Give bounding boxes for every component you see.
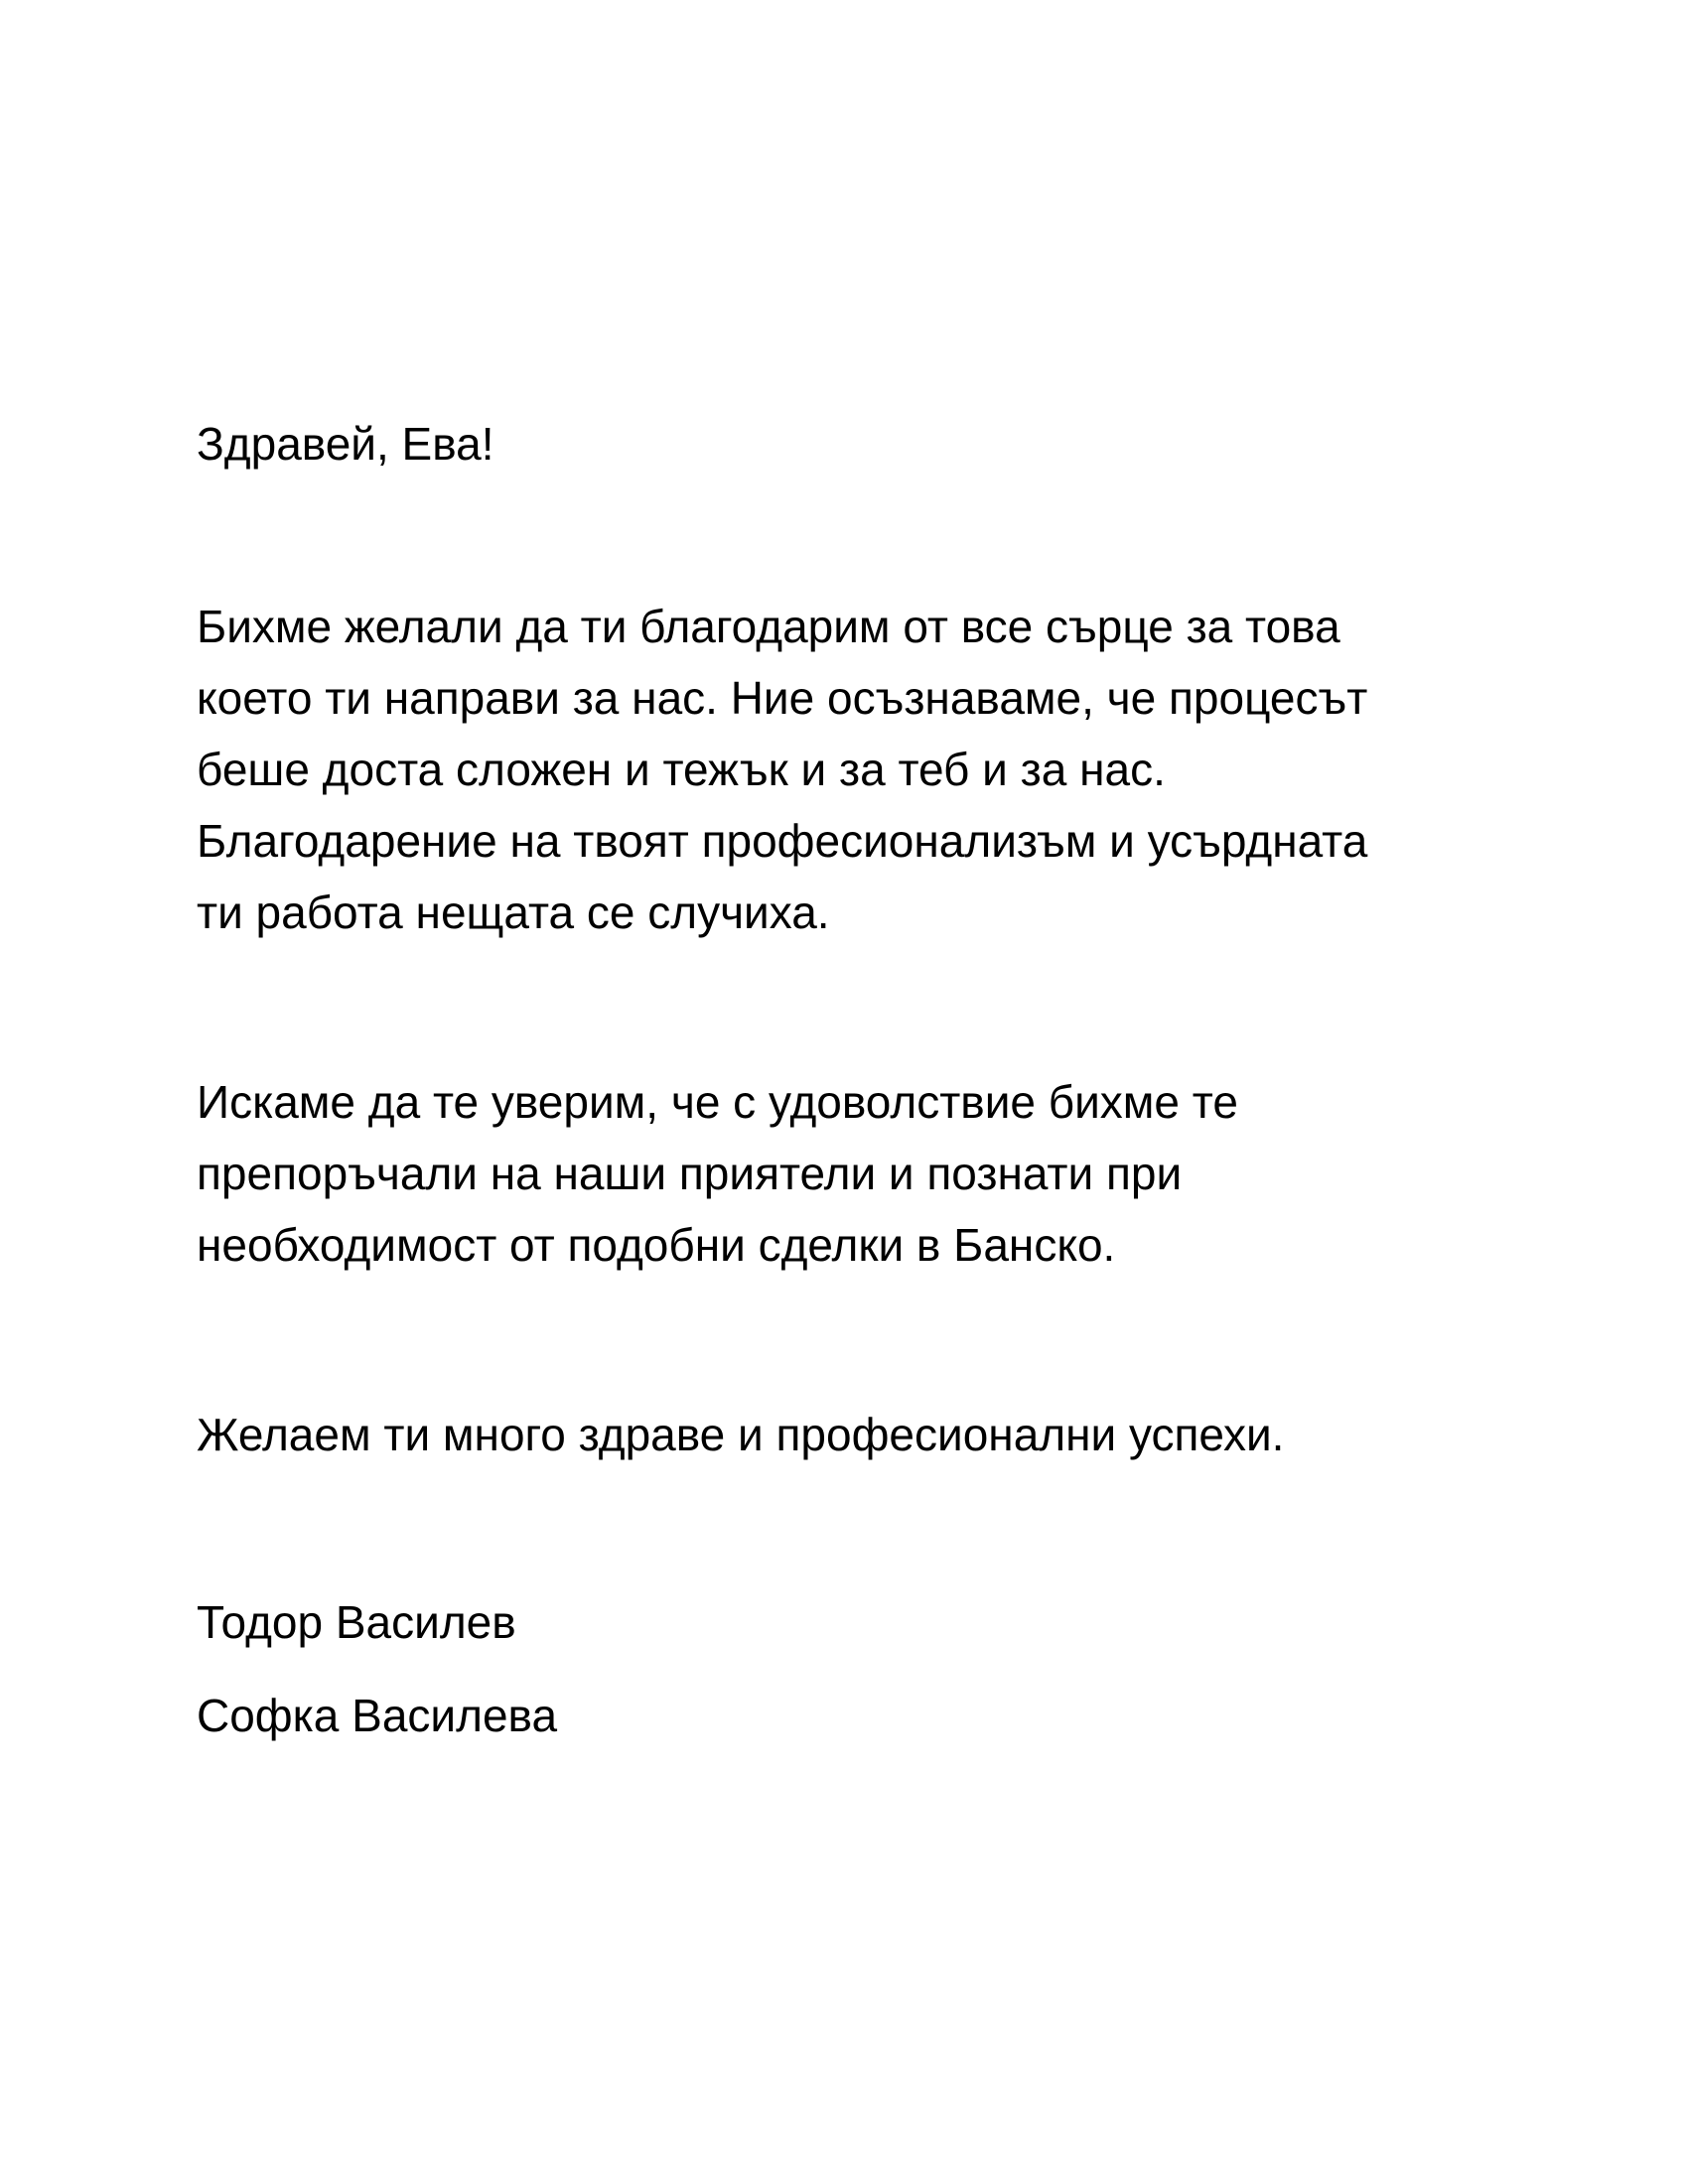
signature-todor: [197, 1586, 1507, 1658]
paragraph-line: препоръчали на наши приятели и познати при: [197, 1148, 1183, 1199]
signature-name: Тодор Василев: [197, 1596, 516, 1648]
paragraph-line: Искаме да те уверим, че с удоволствие бихме те: [197, 1076, 1238, 1128]
signature-sofka: [197, 1680, 1507, 1751]
paragraph-line: Благодарение на твоят професионализъм и усърдната: [197, 815, 1368, 867]
greeting: [197, 408, 1507, 479]
signature-name: Софка Василева: [197, 1690, 558, 1741]
paragraph-thanks: [197, 591, 1507, 948]
paragraph-line: беше доста сложен и тежък и за теб и за нас.: [197, 744, 1166, 795]
closing-wishes: [197, 1399, 1507, 1470]
paragraph-line: необходимост от подобни сделки в Банско.: [197, 1219, 1116, 1271]
paragraph-recommendation: [197, 1066, 1507, 1281]
paragraph-line: ти работа нещата се случиха.: [197, 887, 830, 938]
greeting-line: Здравей, Ева!: [197, 418, 494, 470]
paragraph-line: което ти направи за нас. Ние осъзнаваме, че процесът: [197, 672, 1368, 724]
paragraph-line: Бихме желали да ти благодарим от все сърце за това: [197, 601, 1340, 652]
wishes-line: Желаем ти много здраве и професионални успехи.: [197, 1409, 1285, 1460]
